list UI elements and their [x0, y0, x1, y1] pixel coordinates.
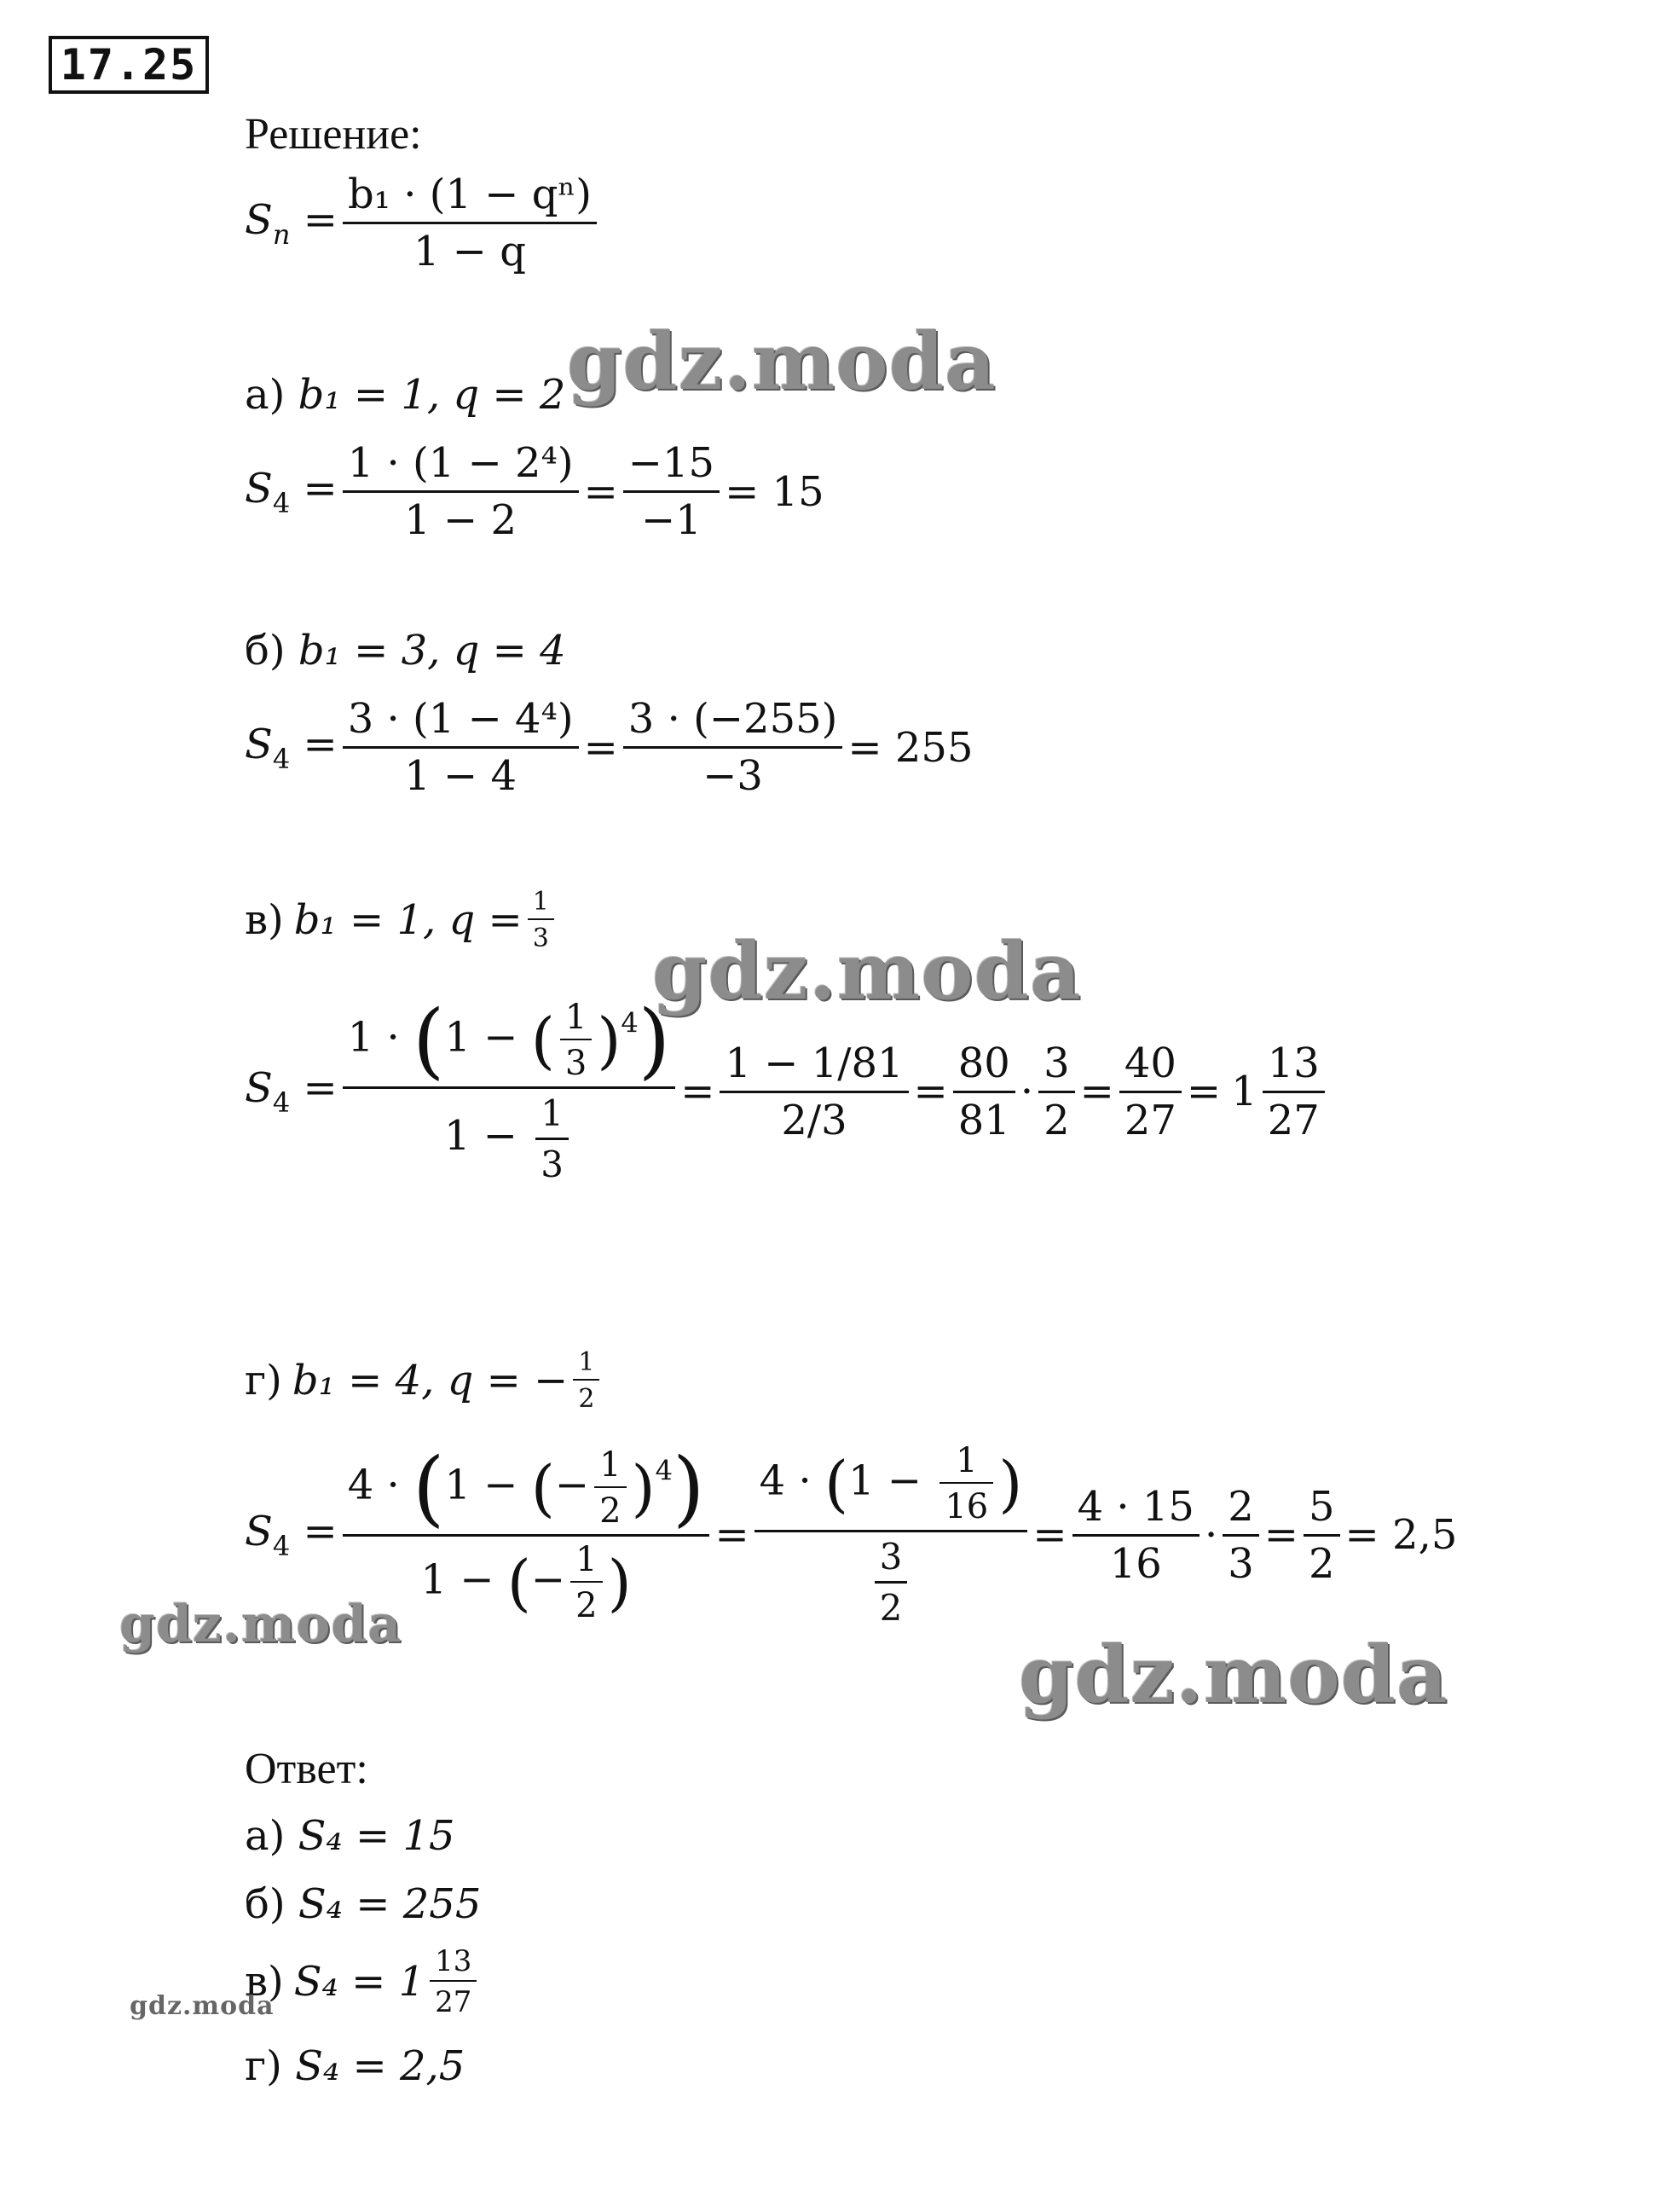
answer-v-frac-num: 13	[430, 1944, 477, 1982]
part-v-den4: 2	[1044, 1096, 1070, 1144]
part-b-given	[245, 627, 566, 675]
part-g-result: = 2,5	[1344, 1511, 1458, 1559]
part-g-den4: 3	[1228, 1539, 1254, 1588]
part-b-condition: b₁ = 3, q = 4	[298, 627, 566, 675]
part-v-den2: 2/3	[781, 1096, 847, 1144]
part-b-letter: б)	[245, 627, 286, 675]
part-v-main-fraction: 1 · (1 − ( $\frac{1}{3}$ )$^4$) 1 − $\frac{1}{3}$	[343, 998, 676, 1185]
answer-a-value: S₄ = 15	[298, 1812, 455, 1860]
answer-b-value: S₄ = 255	[298, 1880, 482, 1928]
part-v-num4: 3	[1038, 1039, 1075, 1093]
answer-v-letter: в)	[245, 1958, 284, 2006]
answer-g-letter: г)	[245, 2042, 282, 2090]
part-a-condition: b₁ = 1, q = 2	[298, 371, 566, 419]
part-g-den3: 16	[1109, 1539, 1162, 1588]
solution-label: Решение:	[245, 110, 422, 159]
part-b-result: = 255	[847, 723, 974, 772]
part-g-num3: 4 · 15	[1072, 1483, 1200, 1537]
part-a-result: = 15	[725, 467, 824, 516]
part-g-num5: 5	[1304, 1483, 1340, 1537]
part-v-den5: 27	[1124, 1096, 1176, 1144]
part-v-num5: 40	[1119, 1039, 1182, 1093]
part-v-condition: b₁ = 1, q =	[293, 896, 523, 944]
watermark-5: gdz.moda	[130, 1991, 275, 2021]
watermark-1: gdz.moda	[567, 316, 997, 408]
part-b-calculation: $S_4$ = $\frac{\text{3 · (1 − 4⁴)}}{1 - 4}$ = $\frac{3 \cdot (-255)}{-3}$ = 255	[245, 695, 974, 800]
part-a-given	[245, 371, 565, 419]
watermark-3: gdz.moda	[119, 1595, 402, 1654]
part-g-main-fraction: 4 · (1 − (− $\frac{1}{2}$ )$^4$) 1 − (− $\frac{1}{2}$ )	[343, 1445, 710, 1625]
part-v-den6: 27	[1267, 1096, 1320, 1144]
part-a-letter: а)	[245, 371, 286, 419]
part-g-den5: 2	[1309, 1539, 1335, 1588]
part-g-condition: b₁ = 4, q = −	[292, 1357, 569, 1404]
part-g-calculation: $S_4$ = 4 · (1 − (− $\frac{1}{2}$ )$^4$) 1 − (− $\frac{1}{2}$ ) = 4 · (1 − $\frac{1}{16}$ ) $\frac{3}{2}$ = $\frac{4 \cdot 15}{16}$ · $\frac{2}{3}$ = $\frac{5}{2}$ = 2,5	[245, 1439, 1458, 1629]
part-g-q-num: 1	[573, 1347, 599, 1381]
answer-a	[245, 1812, 455, 1860]
answer-g	[245, 2042, 465, 2090]
formula-numerator: b₁ · (1 − qⁿ)	[343, 171, 597, 224]
formula-denominator: 1 − q	[413, 228, 526, 275]
part-g-num4: 2	[1223, 1483, 1259, 1537]
sum-formula: $S_n$ = $\frac{\text{b₁ · (1 − qⁿ)}}{1 - q}$	[245, 171, 602, 275]
part-g-second-fraction: 4 · (1 − $\frac{1}{16}$ ) $\frac{3}{2}$	[754, 1441, 1028, 1629]
part-a-den2: −1	[641, 496, 702, 544]
watermark-2: gdz.moda	[652, 925, 1082, 1017]
part-a-num2: −15	[623, 439, 720, 493]
part-a-den1: 1 − 2	[404, 496, 517, 544]
part-b-den2: −3	[702, 752, 763, 800]
answer-v-value: S₄ = 1	[293, 1958, 425, 2006]
watermark-4: gdz.moda	[1019, 1629, 1448, 1721]
part-g-q-den: 2	[578, 1384, 595, 1414]
part-b-num1: 3 · (1 − 4⁴)	[343, 695, 579, 749]
answer-label: Ответ:	[245, 1745, 368, 1793]
part-g-given	[245, 1347, 604, 1414]
part-a-calculation: $S_4$ = $\frac{\text{1 · (1 − 2⁴)}}{1 - 2}$ = $\frac{-15}{-1}$ = 15	[245, 439, 824, 544]
part-b-den1: 1 − 4	[404, 752, 517, 800]
answer-g-value: S₄ = 2,5	[295, 2042, 465, 2090]
answer-b	[245, 1880, 481, 1928]
part-b-num2: 3 · (−255)	[623, 695, 843, 749]
part-v-letter: в)	[245, 896, 284, 944]
part-v-q-den: 3	[532, 924, 549, 953]
part-a-num1: 1 · (1 − 2⁴)	[343, 439, 579, 493]
answer-b-letter: б)	[245, 1880, 286, 1928]
part-v-given	[245, 887, 559, 953]
part-v-num3: 80	[953, 1039, 1015, 1093]
part-v-calculation: $S_4$ = 1 · (1 − ( $\frac{1}{3}$ )$^4$) 1 − $\frac{1}{3}$ = $\frac{1 - 1/81}{2/3}$ = $\frac{80}{81}$ · $\frac{3}{2}$ = $\frac{40}{27}$ = 1 $\frac{13}{27}$	[245, 998, 1330, 1185]
answer-v	[245, 1944, 482, 2019]
answer-v-frac-den: 27	[435, 1985, 472, 2019]
part-v-q-num: 1	[528, 887, 554, 920]
part-v-den3: 81	[957, 1096, 1010, 1144]
part-v-num2: 1 − 1/81	[720, 1039, 908, 1093]
answer-a-letter: а)	[245, 1812, 286, 1860]
part-g-letter: г)	[245, 1357, 282, 1404]
part-v-whole: 1	[1231, 1068, 1257, 1115]
part-v-num6: 13	[1263, 1039, 1325, 1093]
problem-number: 17.25	[49, 36, 209, 94]
